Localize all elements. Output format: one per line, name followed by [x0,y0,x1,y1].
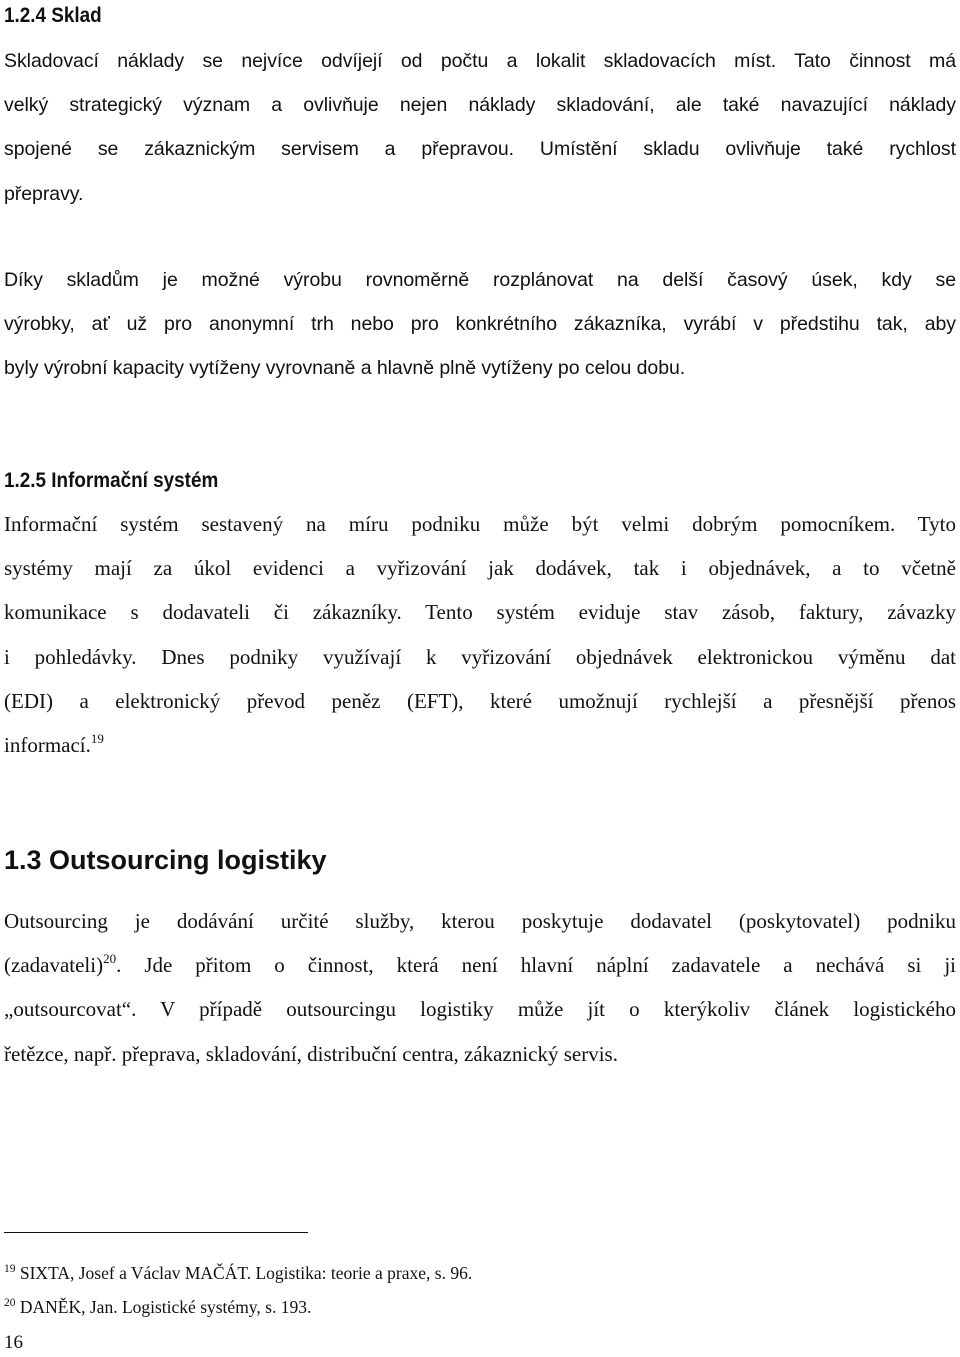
footnote-19 [4,1261,472,1285]
text-line: spojené se zákaznickým servisem a přepravou. Umístění skladu ovlivňuje také rychlost [4,138,956,161]
footnote-reference-20[interactable]: 20 [103,951,117,967]
paragraph-sklad-1 [4,39,956,216]
paragraph-informacni-system [4,502,956,767]
text-line: byly výrobní kapacity vytíženy vyrovnaně a hlavně plně vytíženy po celou dobu. [4,357,686,380]
paragraph-outsourcing [4,899,956,1076]
heading-outsourcing: 1.3 Outsourcing logistiky [4,845,327,875]
text-line: i pohledávky. Dnes podniky využívají k vyřizování objednávek elektronickou výměnu dat [4,644,956,669]
text-line: komunikace s dodavateli či zákazníky. Tento systém eviduje stav zásob, faktury, závazky [4,600,956,625]
text-line: (EDI) a elektronický převod peněz (EFT), které umožnují rychlejší a přesnější přenos [4,688,956,713]
document-page [4,0,956,1357]
footnote-separator [4,1232,308,1233]
text-line: řetězce, např. přeprava, skladování, distribuční centra, zákaznický servis. [4,1041,618,1066]
text-line: Outsourcing je dodávání určité služby, kterou poskytuje dodavatel (poskytovatel) podniku [4,909,956,933]
text-fragment: informací. [4,733,91,758]
text-line: přepravy. [4,182,84,205]
text-line: Díky skladům je možné výrobu rovnoměrně rozplánovat na delší časový úsek, kdy se [4,269,956,291]
footnote-text: SIXTA, Josef a Václav MAČÁT. Logistika: teorie a praxe, s. 96. [15,1263,473,1283]
text-line [4,943,956,987]
text-line: „outsourcovat“. V případě outsourcingu logistiky může jít o kterýkoliv článek logistického [4,997,956,1022]
footnote-20 [4,1295,311,1319]
text-fragment: . Jde přitom o činnost, která není hlavní náplní zadavatele a nechává si ji [116,953,956,978]
paragraph-sklad-2 [4,258,956,391]
footnote-number: 20 [4,1297,16,1309]
text-line: Informační systém sestavený na míru podniku může být velmi dobrým pomocníkem. Tyto [4,512,956,536]
text-line: výrobky, ať už pro anonymní trh nebo pro konkrétního zákazníka, vyrábí v předstihu tak, aby [4,313,956,336]
text-line: Skladovací náklady se nejvíce odvíjejí od počtu a lokalit skladovacích míst. Tato činnost má [4,50,956,72]
heading-informacni-system: 1.2.5 Informační systém [4,469,219,492]
heading-sklad: 1.2.4 Sklad [4,4,102,27]
footnote-reference-19[interactable]: 19 [90,731,104,747]
text-line: systémy mají za úkol evidenci a vyřizování jak dodávek, tak i objednávek, a to včetně [4,556,956,581]
text-line: velký strategický význam a ovlivňuje nejen náklady skladování, ale také navazující náklady [4,94,956,117]
text-fragment [4,943,116,987]
text-line [4,723,956,767]
footnote-text: DANĚK, Jan. Logistické systémy, s. 193. [15,1297,312,1317]
text-fragment: (zadavateli) [4,953,104,978]
page-number: 16 [4,1332,23,1353]
footnote-number: 19 [4,1263,16,1275]
